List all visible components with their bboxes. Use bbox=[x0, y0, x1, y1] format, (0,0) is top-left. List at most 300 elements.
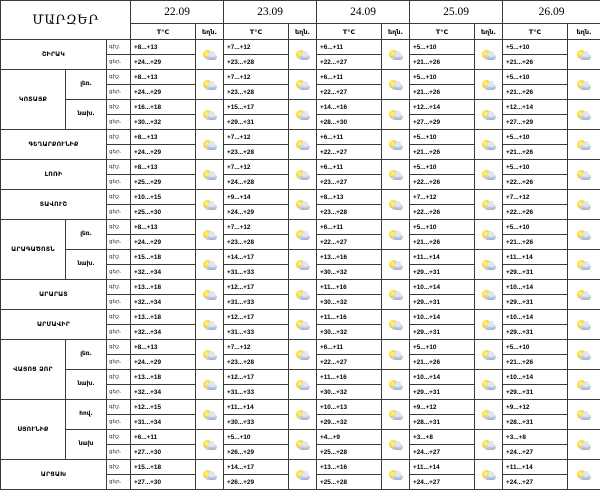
subregion-label: նախ bbox=[66, 430, 107, 460]
cloud-icon bbox=[393, 114, 403, 120]
temperature-day: +27...+30 bbox=[131, 445, 196, 460]
temperature-night: +6...+11 bbox=[317, 70, 382, 85]
weather-cell bbox=[289, 130, 317, 160]
weather-cell bbox=[196, 220, 224, 250]
cloud-icon bbox=[393, 234, 403, 240]
partly-cloudy-icon bbox=[481, 440, 497, 452]
weather-cell bbox=[382, 130, 410, 160]
cloud-icon bbox=[581, 354, 591, 360]
temperature-night: +7...+12 bbox=[224, 220, 289, 235]
cloud-icon bbox=[300, 144, 310, 150]
temperature-day: +30...+33 bbox=[224, 415, 289, 430]
weather-cell bbox=[475, 430, 503, 460]
weather-cell bbox=[382, 160, 410, 190]
partly-cloudy-icon bbox=[481, 170, 497, 182]
partly-cloudy-icon bbox=[295, 170, 311, 182]
temperature-day: +24...+29 bbox=[224, 205, 289, 220]
temperature-night: +7...+12 bbox=[224, 40, 289, 55]
cloud-icon bbox=[581, 294, 591, 300]
temperature-night: +14...+17 bbox=[224, 460, 289, 475]
temperature-day: +31...+34 bbox=[131, 415, 196, 430]
cloud-icon bbox=[393, 324, 403, 330]
partly-cloudy-icon bbox=[388, 320, 404, 332]
temperature-night: +11...+14 bbox=[410, 460, 475, 475]
temperature-day: +23...+28 bbox=[224, 85, 289, 100]
weather-cell bbox=[568, 370, 600, 400]
weather-cell bbox=[289, 70, 317, 100]
region-name: ՏԱՎՈՒՇ bbox=[1, 190, 107, 220]
cloud-icon bbox=[486, 174, 496, 180]
weather-column-header: եղն. bbox=[475, 24, 503, 40]
temperature-night: +8...+13 bbox=[131, 340, 196, 355]
partly-cloudy-icon bbox=[388, 140, 404, 152]
temperature-day: +24...+28 bbox=[224, 175, 289, 190]
region-name: ԱՐՑԱԽ bbox=[1, 460, 107, 490]
cloud-icon bbox=[393, 264, 403, 270]
weather-cell bbox=[382, 400, 410, 430]
temperature-night: +10...+14 bbox=[503, 280, 568, 295]
temperature-night: +4...+9 bbox=[317, 430, 382, 445]
temperature-day: +21...+26 bbox=[410, 235, 475, 250]
weather-cell bbox=[568, 430, 600, 460]
temperature-day: +25...+30 bbox=[131, 205, 196, 220]
temperature-night: +5...+10 bbox=[410, 70, 475, 85]
temperature-day: +23...+28 bbox=[224, 235, 289, 250]
partly-cloudy-icon bbox=[202, 350, 218, 362]
day-label: ցեր. bbox=[107, 355, 131, 370]
partly-cloudy-icon bbox=[388, 80, 404, 92]
weather-column-header: եղն. bbox=[568, 24, 600, 40]
temperature-night: +13...+18 bbox=[131, 370, 196, 385]
temperature-night: +5...+10 bbox=[410, 130, 475, 145]
temperature-night: +10...+13 bbox=[317, 400, 382, 415]
partly-cloudy-icon bbox=[576, 230, 592, 242]
weather-cell bbox=[475, 310, 503, 340]
cloud-icon bbox=[486, 414, 496, 420]
weather-cell bbox=[475, 340, 503, 370]
partly-cloudy-icon bbox=[295, 80, 311, 92]
day-label: ցեր. bbox=[107, 475, 131, 490]
cloud-icon bbox=[581, 144, 591, 150]
temperature-night: +9...+12 bbox=[503, 400, 568, 415]
temperature-night: +13...+16 bbox=[317, 250, 382, 265]
temperature-night: +11...+14 bbox=[224, 400, 289, 415]
temperature-night: +11...+14 bbox=[503, 460, 568, 475]
cloud-icon bbox=[300, 414, 310, 420]
temperature-day: +24...+29 bbox=[131, 85, 196, 100]
cloud-icon bbox=[300, 264, 310, 270]
temperature-night: +5...+10 bbox=[410, 340, 475, 355]
cloud-icon bbox=[581, 414, 591, 420]
temperature-night: +12...+17 bbox=[224, 310, 289, 325]
table-row bbox=[1, 430, 600, 445]
partly-cloudy-icon bbox=[576, 320, 592, 332]
temperature-day: +22...+27 bbox=[317, 55, 382, 70]
weather-cell bbox=[568, 250, 600, 280]
cloud-icon bbox=[393, 354, 403, 360]
partly-cloudy-icon bbox=[388, 380, 404, 392]
cloud-icon bbox=[300, 54, 310, 60]
temperature-day: +23...+27 bbox=[317, 175, 382, 190]
table-row bbox=[1, 370, 600, 385]
temperature-day: +30...+32 bbox=[131, 115, 196, 130]
cloud-icon bbox=[486, 384, 496, 390]
partly-cloudy-icon bbox=[295, 110, 311, 122]
regions-header: ՄԱՐԶԵՐ bbox=[1, 1, 131, 40]
weather-cell bbox=[196, 190, 224, 220]
temperature-night: +15...+18 bbox=[131, 460, 196, 475]
temperature-night: +10...+14 bbox=[410, 370, 475, 385]
temperature-day: +22...+27 bbox=[317, 355, 382, 370]
cloud-icon bbox=[581, 384, 591, 390]
temperature-day: +23...+28 bbox=[224, 145, 289, 160]
cloud-icon bbox=[207, 204, 217, 210]
partly-cloudy-icon bbox=[481, 470, 497, 482]
cloud-icon bbox=[207, 384, 217, 390]
temperature-night: +3...+8 bbox=[503, 430, 568, 445]
partly-cloudy-icon bbox=[576, 170, 592, 182]
temperature-day: +21...+26 bbox=[503, 145, 568, 160]
cloud-icon bbox=[207, 444, 217, 450]
temperature-day: +29...+31 bbox=[503, 265, 568, 280]
temperature-day: +24...+29 bbox=[131, 55, 196, 70]
weather-cell bbox=[382, 250, 410, 280]
temperature-night: +8...+13 bbox=[131, 70, 196, 85]
temperature-day: +30...+32 bbox=[317, 295, 382, 310]
partly-cloudy-icon bbox=[481, 110, 497, 122]
cloud-icon bbox=[486, 54, 496, 60]
temperature-night: +5...+10 bbox=[410, 40, 475, 55]
date-header: 22.09 bbox=[131, 1, 224, 24]
cloud-icon bbox=[300, 324, 310, 330]
partly-cloudy-icon bbox=[202, 320, 218, 332]
cloud-icon bbox=[393, 294, 403, 300]
partly-cloudy-icon bbox=[388, 470, 404, 482]
weather-cell bbox=[568, 340, 600, 370]
cloud-icon bbox=[581, 204, 591, 210]
partly-cloudy-icon bbox=[295, 350, 311, 362]
temperature-day: +27...+30 bbox=[131, 475, 196, 490]
weather-cell bbox=[568, 460, 600, 490]
cloud-icon bbox=[486, 144, 496, 150]
temperature-day: +29...+31 bbox=[410, 385, 475, 400]
temperature-day: +21...+26 bbox=[503, 355, 568, 370]
weather-cell bbox=[289, 310, 317, 340]
temperature-night: +12...+15 bbox=[131, 400, 196, 415]
weather-cell bbox=[382, 280, 410, 310]
temperature-night: +5...+10 bbox=[224, 430, 289, 445]
temperature-night: +14...+16 bbox=[317, 100, 382, 115]
temperature-day: +24...+27 bbox=[410, 445, 475, 460]
partly-cloudy-icon bbox=[202, 200, 218, 212]
temperature-day: +22...+27 bbox=[317, 85, 382, 100]
temperature-night: +6...+11 bbox=[317, 130, 382, 145]
temperature-night: +10...+14 bbox=[410, 310, 475, 325]
cloud-icon bbox=[300, 444, 310, 450]
cloud-icon bbox=[486, 264, 496, 270]
temperature-day: +29...+31 bbox=[410, 295, 475, 310]
cloud-icon bbox=[300, 474, 310, 480]
weather-cell bbox=[568, 280, 600, 310]
temperature-night: +11...+16 bbox=[317, 370, 382, 385]
partly-cloudy-icon bbox=[576, 410, 592, 422]
cloud-icon bbox=[207, 294, 217, 300]
partly-cloudy-icon bbox=[576, 260, 592, 272]
subregion-label: լեռ. bbox=[66, 220, 107, 250]
cloud-icon bbox=[300, 384, 310, 390]
cloud-icon bbox=[207, 414, 217, 420]
cloud-icon bbox=[486, 114, 496, 120]
weather-cell bbox=[382, 190, 410, 220]
weather-cell bbox=[568, 220, 600, 250]
weather-cell bbox=[568, 70, 600, 100]
table-row bbox=[1, 460, 600, 475]
night-label: գիշ. bbox=[107, 310, 131, 325]
partly-cloudy-icon bbox=[202, 50, 218, 62]
weather-cell bbox=[196, 70, 224, 100]
partly-cloudy-icon bbox=[576, 200, 592, 212]
weather-cell bbox=[475, 160, 503, 190]
cloud-icon bbox=[581, 174, 591, 180]
temperature-day: +32...+34 bbox=[131, 265, 196, 280]
temperature-night: +8...+13 bbox=[131, 130, 196, 145]
night-label: գիշ. bbox=[107, 460, 131, 475]
weather-cell bbox=[568, 310, 600, 340]
cloud-icon bbox=[486, 84, 496, 90]
temperature-day: +28...+31 bbox=[503, 415, 568, 430]
temperature-day: +22...+27 bbox=[317, 235, 382, 250]
table-row bbox=[1, 70, 600, 85]
weather-cell bbox=[475, 250, 503, 280]
temperature-night: +6...+11 bbox=[131, 430, 196, 445]
cloud-icon bbox=[486, 234, 496, 240]
temperature-day: +26...+29 bbox=[224, 475, 289, 490]
cloud-icon bbox=[300, 84, 310, 90]
temperature-night: +11...+16 bbox=[317, 310, 382, 325]
temperature-day: +21...+26 bbox=[503, 85, 568, 100]
temperature-night: +12...+14 bbox=[503, 100, 568, 115]
temperature-night: +5...+10 bbox=[503, 130, 568, 145]
partly-cloudy-icon bbox=[295, 290, 311, 302]
weather-column-header: եղն. bbox=[289, 24, 317, 40]
partly-cloudy-icon bbox=[576, 380, 592, 392]
temperature-day: +32...+34 bbox=[131, 385, 196, 400]
cloud-icon bbox=[393, 414, 403, 420]
partly-cloudy-icon bbox=[388, 410, 404, 422]
subregion-label: հով. bbox=[66, 400, 107, 430]
partly-cloudy-icon bbox=[576, 80, 592, 92]
temperature-night: +7...+12 bbox=[224, 70, 289, 85]
table-row bbox=[1, 190, 600, 205]
partly-cloudy-icon bbox=[388, 290, 404, 302]
date-header: 26.09 bbox=[503, 1, 600, 24]
partly-cloudy-icon bbox=[481, 380, 497, 392]
cloud-icon bbox=[207, 114, 217, 120]
night-label: գիշ. bbox=[107, 130, 131, 145]
temperature-day: +21...+26 bbox=[410, 355, 475, 370]
temperature-day: +24...+27 bbox=[503, 445, 568, 460]
night-label: գիշ. bbox=[107, 40, 131, 55]
weather-cell bbox=[382, 310, 410, 340]
temperature-day: +29...+31 bbox=[503, 295, 568, 310]
cloud-icon bbox=[393, 474, 403, 480]
temperature-day: +29...+31 bbox=[410, 325, 475, 340]
partly-cloudy-icon bbox=[576, 290, 592, 302]
temperature-night: +5...+10 bbox=[503, 40, 568, 55]
region-name: ԿՈՏԱՅՔ bbox=[1, 70, 66, 130]
night-label: գիշ. bbox=[107, 340, 131, 355]
cloud-icon bbox=[300, 234, 310, 240]
temperature-night: +10...+15 bbox=[131, 190, 196, 205]
weather-cell bbox=[475, 220, 503, 250]
temperature-day: +28...+30 bbox=[317, 115, 382, 130]
temperature-day: +22...+26 bbox=[410, 205, 475, 220]
day-label: ցեր. bbox=[107, 55, 131, 70]
night-label: գիշ. bbox=[107, 100, 131, 115]
weather-cell bbox=[289, 160, 317, 190]
temp-unit-header: T°C bbox=[224, 24, 289, 40]
temperature-night: +12...+14 bbox=[410, 100, 475, 115]
partly-cloudy-icon bbox=[481, 230, 497, 242]
region-name: ԼՈՌԻ bbox=[1, 160, 107, 190]
partly-cloudy-icon bbox=[576, 350, 592, 362]
weather-cell bbox=[196, 310, 224, 340]
partly-cloudy-icon bbox=[202, 110, 218, 122]
weather-cell bbox=[196, 250, 224, 280]
temperature-night: +6...+11 bbox=[317, 160, 382, 175]
temperature-day: +21...+26 bbox=[503, 235, 568, 250]
temperature-day: +23...+28 bbox=[317, 205, 382, 220]
temperature-day: +22...+26 bbox=[503, 175, 568, 190]
weather-cell bbox=[289, 190, 317, 220]
cloud-icon bbox=[393, 174, 403, 180]
weather-cell bbox=[382, 460, 410, 490]
partly-cloudy-icon bbox=[202, 80, 218, 92]
temperature-night: +10...+14 bbox=[410, 280, 475, 295]
temperature-day: +31...+33 bbox=[224, 385, 289, 400]
temperature-night: +3...+8 bbox=[410, 430, 475, 445]
weather-cell bbox=[289, 370, 317, 400]
table-row bbox=[1, 130, 600, 145]
temperature-night: +8...+13 bbox=[131, 40, 196, 55]
partly-cloudy-icon bbox=[481, 260, 497, 272]
cloud-icon bbox=[486, 324, 496, 330]
temperature-day: +26...+29 bbox=[224, 445, 289, 460]
partly-cloudy-icon bbox=[388, 230, 404, 242]
weather-cell bbox=[382, 220, 410, 250]
weather-cell bbox=[289, 430, 317, 460]
temperature-night: +8...+13 bbox=[317, 190, 382, 205]
temperature-day: +22...+26 bbox=[503, 205, 568, 220]
day-label: ցեր. bbox=[107, 415, 131, 430]
partly-cloudy-icon bbox=[295, 140, 311, 152]
weather-cell bbox=[289, 250, 317, 280]
region-name: ԳԵՂԱՐՔՈՒՆԻՔ bbox=[1, 130, 107, 160]
region-name: ՎԱՅՈՑ ՁՈՐ bbox=[1, 340, 66, 400]
temperature-night: +15...+18 bbox=[131, 250, 196, 265]
temperature-day: +29...+31 bbox=[224, 115, 289, 130]
temperature-night: +7...+12 bbox=[224, 130, 289, 145]
table-row bbox=[1, 280, 600, 295]
cloud-icon bbox=[207, 324, 217, 330]
weather-cell bbox=[382, 340, 410, 370]
partly-cloudy-icon bbox=[295, 260, 311, 272]
subregion-label: նախ. bbox=[66, 250, 107, 280]
partly-cloudy-icon bbox=[388, 350, 404, 362]
cloud-icon bbox=[300, 294, 310, 300]
region-name: ՍՅՈՒՆԻՔ bbox=[1, 400, 66, 460]
temperature-night: +5...+10 bbox=[503, 340, 568, 355]
temperature-day: +28...+31 bbox=[410, 415, 475, 430]
weather-cell bbox=[196, 160, 224, 190]
cloud-icon bbox=[486, 444, 496, 450]
partly-cloudy-icon bbox=[202, 380, 218, 392]
temperature-day: +30...+32 bbox=[317, 325, 382, 340]
temperature-night: +9...+14 bbox=[224, 190, 289, 205]
temperature-day: +24...+27 bbox=[410, 475, 475, 490]
subregion-label: նախ. bbox=[66, 100, 107, 130]
weather-cell bbox=[382, 430, 410, 460]
table-row bbox=[1, 340, 600, 355]
temperature-night: +5...+10 bbox=[410, 160, 475, 175]
night-label: գիշ. bbox=[107, 70, 131, 85]
temperature-night: +7...+12 bbox=[224, 160, 289, 175]
temperature-night: +5...+10 bbox=[503, 220, 568, 235]
weather-cell bbox=[568, 400, 600, 430]
weather-cell bbox=[289, 400, 317, 430]
partly-cloudy-icon bbox=[481, 290, 497, 302]
day-label: ցեր. bbox=[107, 175, 131, 190]
weather-cell bbox=[196, 100, 224, 130]
partly-cloudy-icon bbox=[295, 380, 311, 392]
weather-cell bbox=[382, 100, 410, 130]
partly-cloudy-icon bbox=[295, 410, 311, 422]
region-name: ԱՐՄԱՎԻՐ bbox=[1, 310, 107, 340]
temperature-night: +6...+11 bbox=[317, 340, 382, 355]
day-label: ցեր. bbox=[107, 235, 131, 250]
partly-cloudy-icon bbox=[202, 140, 218, 152]
day-label: ցեր. bbox=[107, 85, 131, 100]
temperature-day: +27...+29 bbox=[410, 115, 475, 130]
partly-cloudy-icon bbox=[481, 320, 497, 332]
day-label: ցեր. bbox=[107, 265, 131, 280]
partly-cloudy-icon bbox=[388, 260, 404, 272]
weather-cell bbox=[568, 160, 600, 190]
temperature-night: +6...+11 bbox=[317, 40, 382, 55]
partly-cloudy-icon bbox=[202, 410, 218, 422]
temperature-day: +25...+28 bbox=[317, 445, 382, 460]
weather-cell bbox=[196, 40, 224, 70]
temperature-day: +31...+33 bbox=[224, 325, 289, 340]
partly-cloudy-icon bbox=[202, 230, 218, 242]
weather-column-header: եղն. bbox=[196, 24, 224, 40]
temperature-night: +5...+10 bbox=[503, 160, 568, 175]
partly-cloudy-icon bbox=[576, 140, 592, 152]
weather-cell bbox=[289, 280, 317, 310]
temperature-day: +21...+26 bbox=[503, 55, 568, 70]
temperature-day: +21...+26 bbox=[410, 85, 475, 100]
cloud-icon bbox=[486, 474, 496, 480]
temperature-day: +31...+33 bbox=[224, 265, 289, 280]
temperature-night: +9...+12 bbox=[410, 400, 475, 415]
cloud-icon bbox=[207, 174, 217, 180]
temperature-night: +7...+12 bbox=[503, 190, 568, 205]
cloud-icon bbox=[393, 384, 403, 390]
day-label: ցեր. bbox=[107, 295, 131, 310]
temperature-day: +21...+26 bbox=[410, 55, 475, 70]
temperature-day: +23...+28 bbox=[224, 355, 289, 370]
night-label: գիշ. bbox=[107, 160, 131, 175]
